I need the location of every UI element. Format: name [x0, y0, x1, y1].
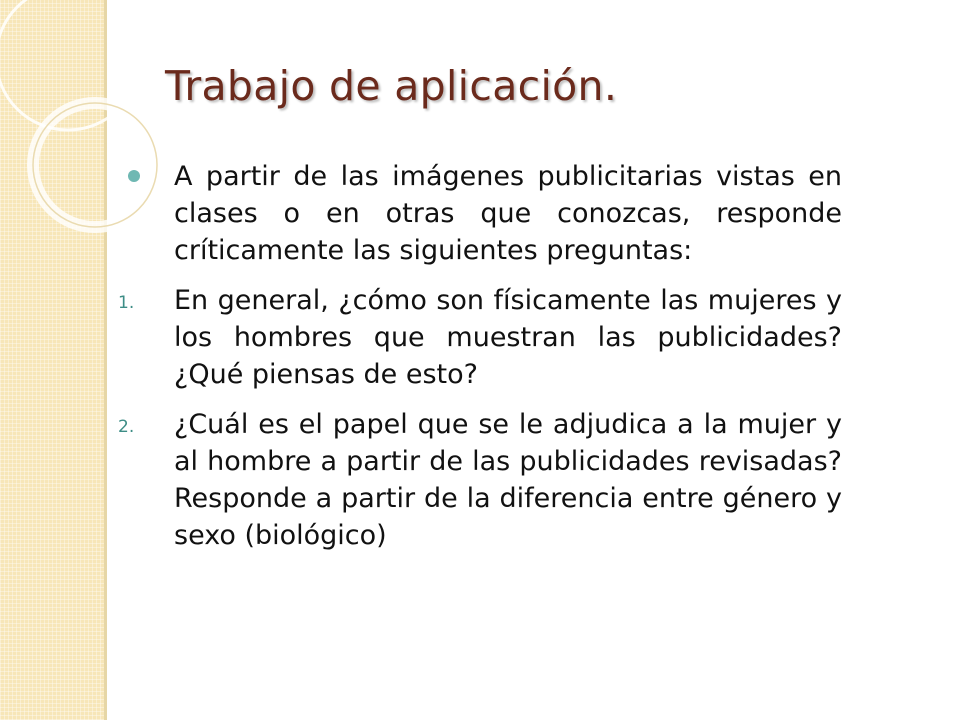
slide-title: Trabajo de aplicación.: [165, 62, 618, 110]
question-number: 2.: [118, 417, 135, 437]
question-item: [112, 282, 842, 393]
slide-content: [112, 158, 842, 567]
bullet-dot-icon: [128, 170, 140, 182]
question-item: [112, 406, 842, 554]
question-number: 1.: [118, 293, 135, 313]
intro-paragraph: [112, 158, 842, 269]
question-text: En general, ¿cómo son físicamente las mujeres y los hombres que muestran las publicidades? ¿Qué piensas de esto?: [174, 285, 842, 390]
intro-text: A partir de las imágenes publicitarias vistas en clases o en otras que conozcas, responde críticamente las siguientes preguntas:: [174, 161, 842, 266]
question-text: ¿Cuál es el papel que se le adjudica a la mujer y al hombre a partir de las publicidades revisadas? Responde a partir de la diferencia entre género y sexo (biológico): [174, 409, 842, 551]
